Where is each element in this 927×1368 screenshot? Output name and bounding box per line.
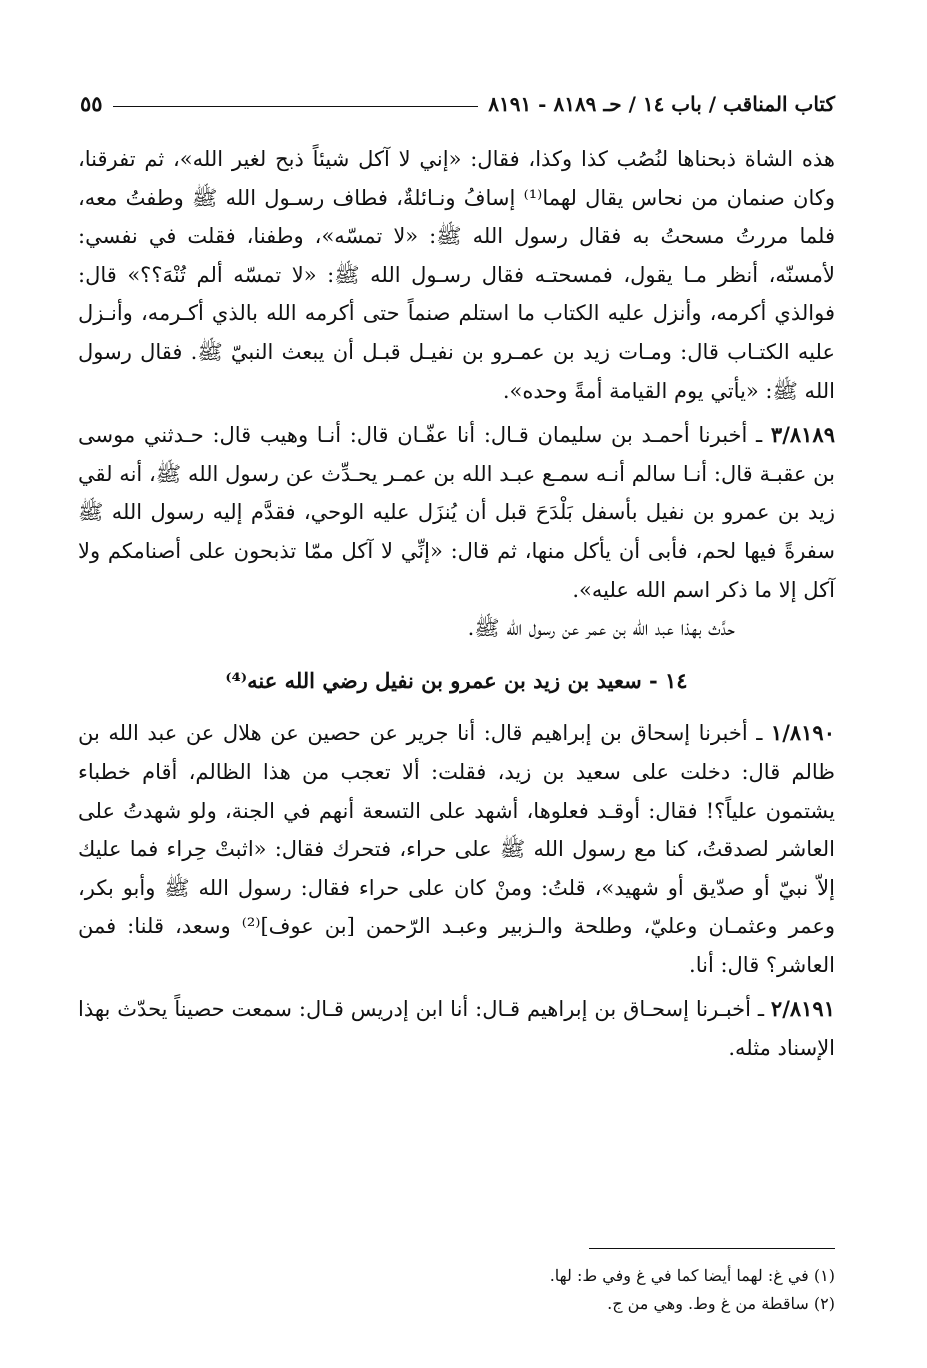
page-body [78, 140, 835, 1068]
hadith-number: ٣/٨١٨٩ [770, 422, 835, 448]
footnote-1: (١) في غ: لهما أيضا كما في غ وفي ط: لها. [549, 1266, 835, 1285]
hadith-8189 [78, 416, 835, 609]
hadith-number: ١/٨١٩٠ [770, 720, 835, 746]
hadith-8190 [78, 714, 835, 984]
header-title: كتاب المناقب / باب ١٤ / حـ ٨١٨٩ - ٨١٩١ [488, 92, 835, 116]
hadith-text: ـ أخبرنا أحمـد بن سليمان قـال: أنا عفّـان قال: أنـا وهيب قال: حـدثني موسى بن عقبـة قال: أنـا سالم أنـه سمـع عبـد الله بن عمـر يحـدِّث عن رسول الله ﷺ، أنه لقي زيد بن عمرو بن نفيل بأسفل بَلْدَحَ قبل أن يُنزَل عليه الوحي، فقدَّم إليه رسول الله ﷺ سفرةً فيها لحم، فأبى أن يأكل منها، ثم قال: «إنِّي لا آكل ممّا تذبحون على أصنامكم ولا آكل إلا ما ذكر اسم الله عليه». [78, 423, 835, 602]
running-header [80, 82, 835, 116]
hadith-text: ـ أخبـرنا إسحـاق بن إبراهيم قـال: أنا ابن إدريس قـال: سمعت حصيناً يحدّث بهذا الإسناد مثله. [78, 997, 835, 1061]
footnotes [300, 1262, 835, 1318]
hadith-8191 [78, 990, 835, 1067]
header-rule [113, 106, 479, 107]
hadith-number: ٢/٨١٩١ [770, 996, 835, 1022]
hadith-8189-note: حدَّث بهذا عبد الله بن عمر عن رسول الله ﷺ. [467, 616, 735, 641]
section-heading: ١٤ - سعيد بن زيد بن عمرو بن نفيل رضي الله عنه⁽⁴⁾ [225, 667, 688, 693]
footnote-rule [589, 1248, 835, 1249]
hadith-text: ـ أخبرنا إسحاق بن إبراهيم قال: أنا جرير عن حصين عن هلال عن عبد الله بن ظالم قال: دخلت على سعيد بن زيد، فقلت: ألا تعجب من هذا الظالم، أقام خطباء يشتمون علياً؟! فقال: أوقـد فعلوها، أشهد على التسعة أنهم في الجنة، ولو شهدتُ على العاشر لصدقتُ، كنا مع رسول الله ﷺ على حراء، فتحرك فقال: «اثبتْ حِراء فما عليك إلاّ نبيّ أو صدّيق أو شهيد»، قلتُ: ومنْ كان على حراء فقال: رسول الله ﷺ وأبو بكر، وعمر وعثمـان وعليّ، وطلحة والـزبير وعبـد الرّحمن [بن عوف]⁽²⁾ وسعد، قلنا: فمن العاشر؟ قال: أنا. [78, 721, 835, 977]
paragraph-continuation: هذه الشاة ذبحناها لنُصُب كذا وكذا، فقال: «إني لا آكل شيئاً ذبح لغير الله»، ثم تفرقنا، وكان صنمان من نحاس يقال لهما⁽¹⁾ إسافُ ونـائلةٌ، فطاف رسـول الله ﷺ وطفتُ معه، فلما مررتُ مسحتُ به فقال رسول الله ﷺ: «لا تمسّه»، وطفنا، فقلت في نفسي: لأمسنّه، أنظر مـا يقول، فمسحتـه فقال رسـول الله ﷺ: «لا تمسّه ألم تُنْهَ؟؟» قال: فوالذي أكرمه، وأنزل عليه الكتاب ما استلم صنماً حتى أكرمه الله بالذي أكـرمه، وأنـزل عليه الكتـاب قال: ومـات زيد بن عمـرو بن نفيـل قبـل أن يبعث النبيّ ﷺ. فقال رسول الله ﷺ: «يأتي يوم القيامة أمةً وحده». [78, 147, 835, 403]
page-number: ٥٥ [80, 91, 103, 116]
footnote-2: (٢) ساقطة من غ وط. وهي من ج. [607, 1294, 835, 1313]
